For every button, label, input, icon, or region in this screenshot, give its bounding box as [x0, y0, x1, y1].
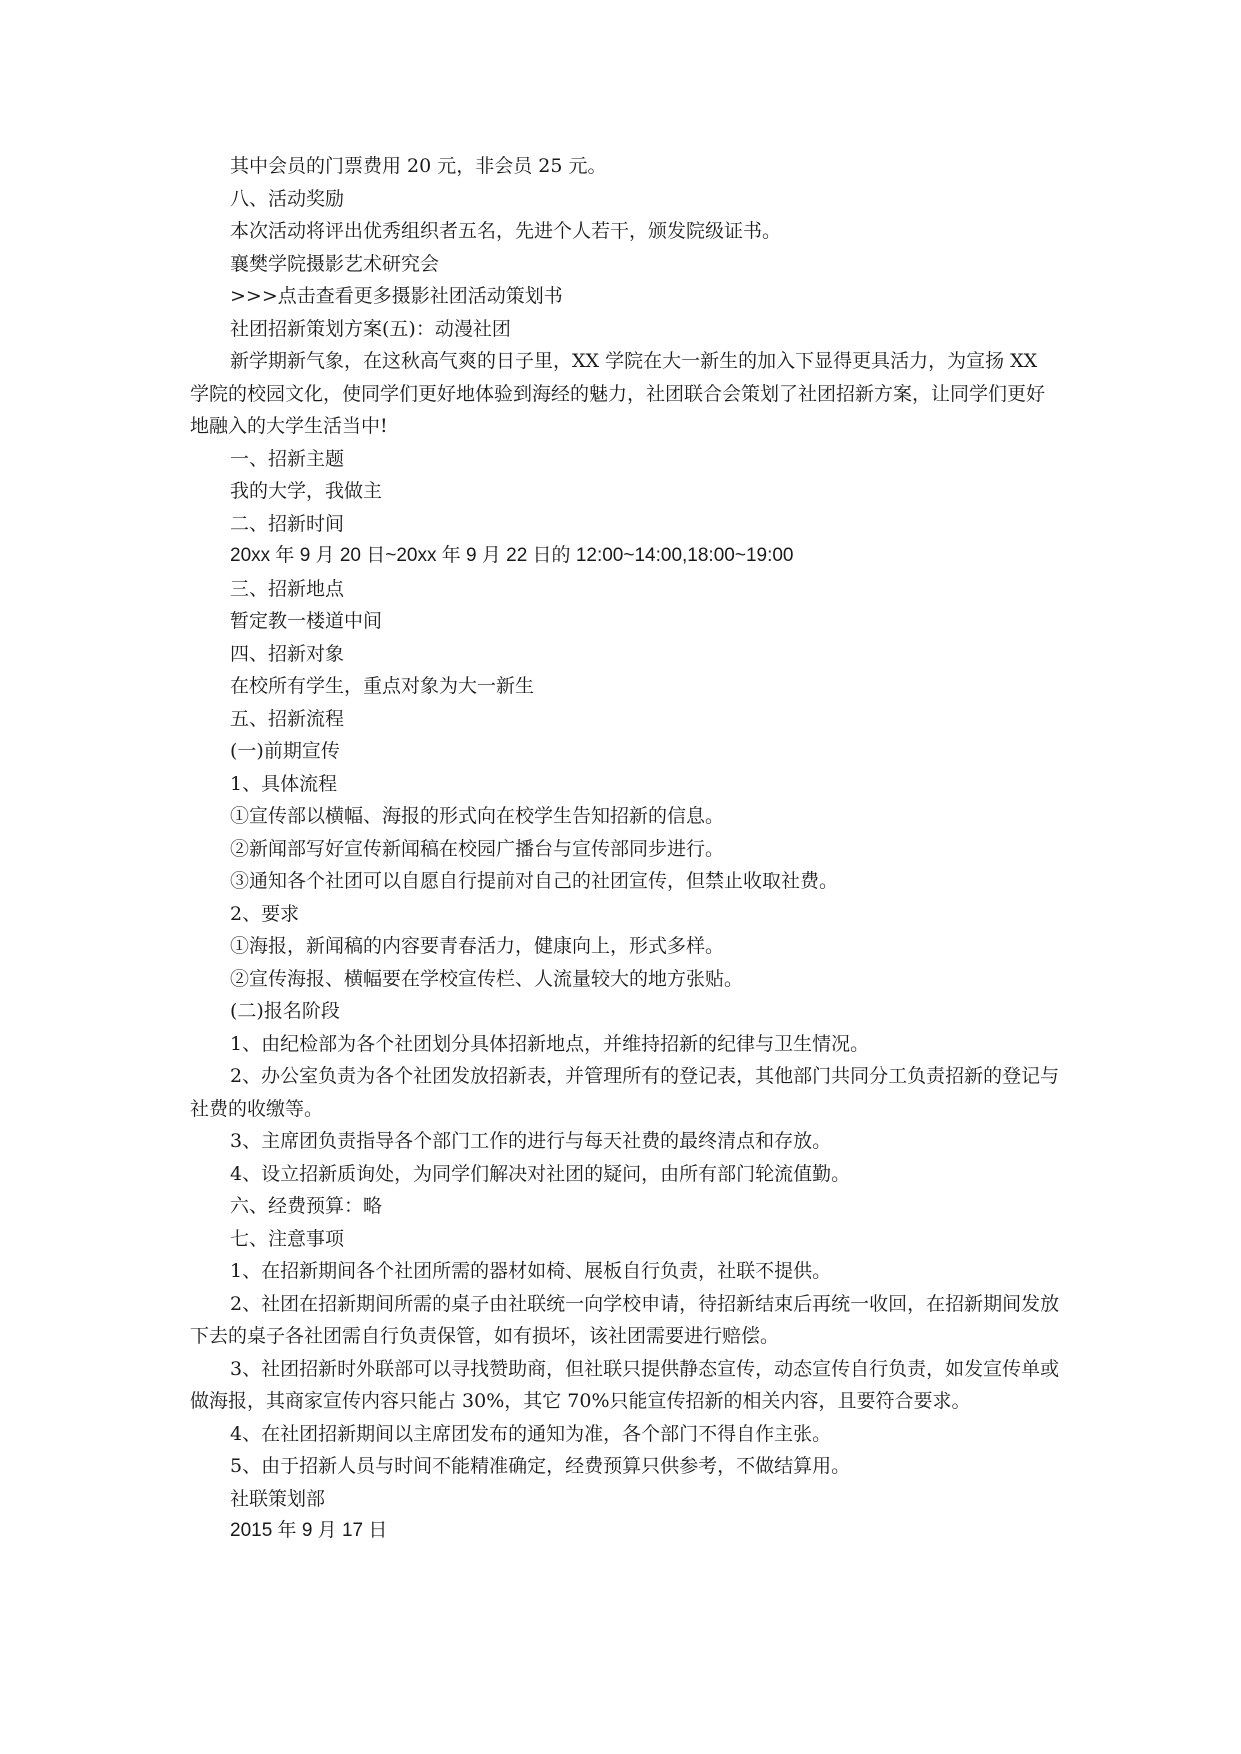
heading-target: 四、招新对象	[230, 642, 345, 665]
heading-process: 五、招新流程	[230, 707, 345, 730]
paragraph-awards: 本次活动将评出优秀组织者五名，先进个人若干，颁发院级证书。	[230, 220, 782, 242]
signature-department: 社联策划部	[230, 1487, 326, 1510]
document-body	[190, 150, 1060, 1548]
list-item: 2、办公室负责为各个社团发放招新表，并管理所有的登记表，其他部门共同分工负责招新的登记与社费的收缴等。	[190, 1065, 1060, 1120]
more-link-text: >>>点击查看更多摄影社团活动策划书	[230, 285, 563, 307]
list-item: 4、设立招新质询处，为同学们解决对社团的疑问，由所有部门轮流值勤。	[230, 1162, 851, 1185]
heading-awards: 八、活动奖励	[230, 187, 345, 210]
list-item: ①宣传部以横幅、海报的形式向在校学生告知招新的信息。	[230, 805, 725, 827]
list-item: 4、在社团招新期间以主席团发布的通知为准，各个部门不得自作主张。	[230, 1422, 832, 1445]
plan-title: 社团招新策划方案(五)：动漫社团	[230, 317, 511, 340]
paragraph-location: 暂定教一楼道中间	[230, 610, 383, 632]
subheading-requirements: 2、要求	[230, 902, 300, 925]
subheading-promotion: (一)前期宣传	[230, 740, 340, 762]
list-item: 1、在招新期间各个社团所需的器材如椅、展板自行负责，社联不提供。	[230, 1260, 832, 1282]
heading-notes: 七、注意事项	[230, 1227, 345, 1250]
list-item: 1、由纪检部为各个社团划分具体招新地点，并维持招新的纪律与卫生情况。	[230, 1032, 870, 1055]
list-item: 3、主席团负责指导各个部门工作的进行与每天社费的最终清点和存放。	[230, 1130, 832, 1152]
paragraph-theme: 我的大学，我做主	[230, 480, 383, 502]
list-item: ②新闻部写好宣传新闻稿在校园广播台与宣传部同步进行。	[230, 837, 725, 860]
heading-time: 二、招新时间	[230, 512, 345, 535]
paragraph-intro: 新学期新气象，在这秋高气爽的日子里，XX 学院在大一新生的加入下显得更具活力，为宣扬 XX 学院的校园文化，使同学们更好地体验到海经的魅力，社团联合会策划了社团招新方案，让同学们更好地融入的大学生活当中!	[190, 350, 1046, 437]
signature-organization: 襄樊学院摄影艺术研究会	[230, 252, 440, 275]
heading-theme: 一、招新主题	[230, 447, 345, 470]
paragraph-time: 20xx 年 9 月 20 日~20xx 年 9 月 22 日的 12:00~14:00,18:00~19:00	[230, 545, 794, 566]
paragraph-target: 在校所有学生，重点对象为大一新生	[230, 675, 535, 697]
signature-date: 2015 年 9 月 17 日	[230, 1520, 388, 1541]
subheading-registration: (二)报名阶段	[230, 1000, 340, 1022]
list-item: ①海报，新闻稿的内容要青春活力，健康向上，形式多样。	[230, 935, 725, 957]
list-item: ②宣传海报、横幅要在学校宣传栏、人流量较大的地方张贴。	[230, 967, 744, 990]
list-item: 3、社团招新时外联部可以寻找赞助商，但社联只提供静态宣传，动态宣传自行负责，如发宣传单或做海报，其商家宣传内容只能占 30%，其它 70%只能宣传招新的相关内容，且要符合要求。	[190, 1357, 1060, 1412]
list-item: 5、由于招新人员与时间不能精准确定，经费预算只供参考，不做结算用。	[230, 1455, 851, 1477]
heading-location: 三、招新地点	[230, 577, 345, 600]
subheading-specific-process: 1、具体流程	[230, 772, 338, 795]
heading-budget: 六、经费预算：略	[230, 1195, 383, 1217]
list-item: ③通知各个社团可以自愿自行提前对自己的社团宣传，但禁止收取社费。	[230, 870, 839, 892]
paragraph-fee: 其中会员的门票费用 20 元，非会员 25 元。	[230, 155, 607, 177]
list-item: 2、社团在招新期间所需的桌子由社联统一向学校申请，待招新结束后再统一收回，在招新期间发放下去的桌子各社团需自行负责保管，如有损坏，该社团需要进行赔偿。	[190, 1292, 1060, 1347]
